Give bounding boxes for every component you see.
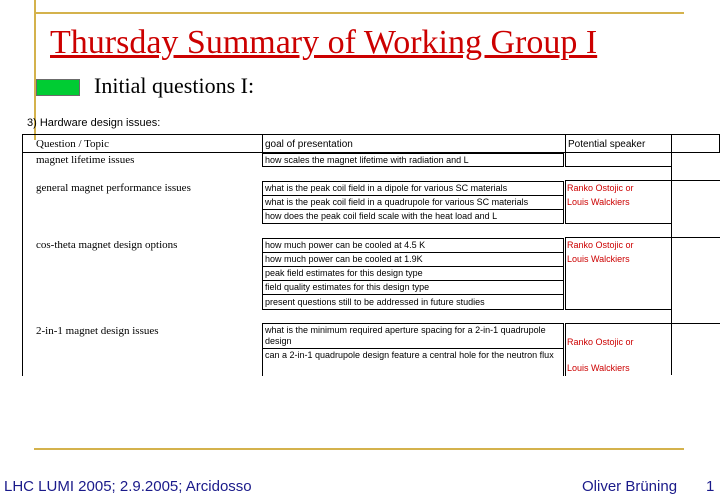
speaker-name: Louis Walckiers (567, 363, 630, 373)
speaker-cell-rule-2 (671, 152, 672, 167)
speaker-name: Louis Walckiers (567, 197, 630, 207)
speaker-cell-bottom-1 (565, 166, 672, 167)
table-left-rule (22, 152, 23, 376)
footer-author: Oliver Brüning (582, 478, 678, 495)
topic-2-in-1: 2-in-1 magnet design issues (36, 325, 159, 337)
row-rule-2 (565, 237, 720, 238)
speaker-cell-rule-5 (565, 323, 566, 376)
speaker-cell-bottom-2 (565, 223, 672, 224)
topic-magnet-lifetime: magnet lifetime issues (36, 154, 135, 166)
goal-cell: can a 2-in-1 quadrupole design feature a central hole for the neutron flux (262, 348, 564, 376)
header-speaker: Potential speaker (565, 134, 672, 153)
row-rule-1 (565, 180, 720, 181)
slide-title: Thursday Summary of Working Group I (50, 24, 598, 61)
goal-cell: present questions still to be addressed in future studies (262, 294, 564, 310)
speaker-name: Ranko Ostojic or (567, 337, 634, 347)
section-heading: 3) Hardware design issues: (27, 117, 161, 129)
goal-cell: how much power can be cooled at 1.9K (262, 252, 564, 267)
goal-cell: field quality estimates for this design type (262, 280, 564, 295)
speaker-cell-bottom-3 (565, 309, 672, 310)
row-rule-3 (565, 323, 720, 324)
speaker-name: Ranko Ostojic or (567, 183, 634, 193)
bullet-box-icon (36, 79, 80, 96)
speaker-cell-rule-4 (565, 238, 566, 310)
speaker-cell-rule-3 (565, 181, 566, 224)
header-goal: goal of presentation (262, 134, 566, 153)
goal-cell: what is the peak coil field in a dipole for various SC materials (262, 181, 564, 196)
header-topic: Question / Topic (22, 134, 263, 153)
slide-subtitle: Initial questions I: (94, 73, 255, 98)
speaker-name: Ranko Ostojic or (567, 240, 634, 250)
goal-cell: peak field estimates for this design type (262, 266, 564, 281)
goal-cell: what is the peak coil field in a quadrupole for various SC materials (262, 195, 564, 210)
goal-cell: how scales the magnet lifetime with radiation and L (262, 153, 564, 167)
topic-general-performance: general magnet performance issues (36, 182, 191, 194)
speaker-cell-rule-1 (565, 152, 566, 167)
header-extra-cell (671, 134, 720, 153)
goal-cell-continuation: design (265, 336, 292, 346)
footer-page-number: 1 (706, 478, 715, 495)
extra-column-rule (671, 166, 672, 375)
goal-cell: how does the peak coil field scale with the heat load and L (262, 209, 564, 224)
frame-bottom-line (34, 448, 684, 450)
goal-cell: how much power can be cooled at 4.5 K (262, 238, 564, 253)
speaker-name: Louis Walckiers (567, 254, 630, 264)
frame-top-line (34, 12, 684, 14)
goal-cell: what is the minimum required aperture spacing for a 2-in-1 quadrupole (262, 323, 564, 349)
topic-cos-theta: cos-theta magnet design options (36, 239, 178, 251)
footer-event: LHC LUMI 2005; 2.9.2005; Arcidosso (4, 478, 252, 495)
